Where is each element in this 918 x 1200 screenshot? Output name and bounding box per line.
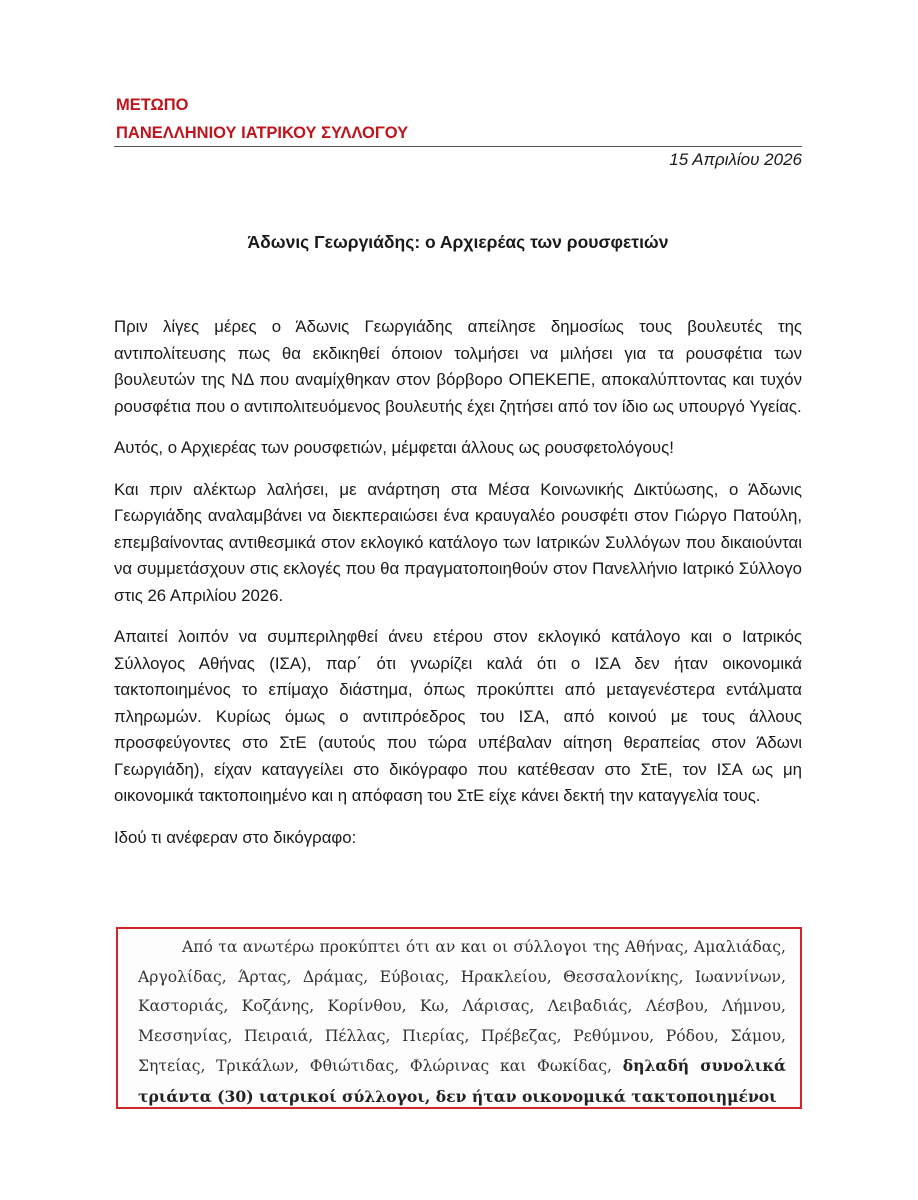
document-body xyxy=(114,314,802,866)
quote-text: Από τα ανωτέρω προκύπτει ότι αν και οι σύλλογοι της Αθήνας, Αμαλιάδας, Αργολίδας, Άρτας, Δράμας, Εύβοιας, Ηρακλείου, Θεσσαλονίκης, Ιωαννίνων, Καστοριάς, Κοζάνης, Κορίνθου, Κω, Λάρισας, Λειβαδιάς, Λέσβου, Λήμνου, Μεσσηνίας, Πειραιά, Πέλλας, Πιερίας, Πρέβεζας, Ρεθύμνου, Ρόδου, Σάμου, Σητείας, Τρικάλων, Φθιώτιδας, Φλώρινας και Φωκίδας, xyxy=(138,938,786,1075)
quoted-excerpt-box xyxy=(116,927,802,1109)
document-date: 15 Απριλίου 2026 xyxy=(669,150,802,169)
paragraph: Απαιτεί λοιπόν να συμπεριληφθεί άνευ ετέρου στον εκλογικό κατάλογο και ο Ιατρικός Σύλλογος Αθήνας (ΙΣΑ), παρ΄ ότι γνωρίζει καλά ότι ο ΙΣΑ δεν ήταν οικονομικά τακτοποιημένος το επίμαχο διάστημα, όπως προκύπτει από μεταγενέστερα εντάλματα πληρωμών. Κυρίως όμως ο αντιπρόεδρος του ΙΣΑ, από κοινού με τους άλλους προσφεύγοντες στο ΣτΕ (αυτούς που τώρα υπέβαλαν αίτηση θεραπείας στον Άδωνι Γεωργιάδη), είχαν καταγγείλει στο δικόγραφο που κατέθεσαν στο ΣτΕ, τον ΙΣΑ ως μη οικονομικά τακτοποιημένο και η απόφαση του ΣτΕ είχε κάνει δεκτή την καταγγελία τους. xyxy=(114,627,802,805)
organization-line-2: ΠΑΝΕΛΛΗΝΙΟΥ ΙΑΤΡΙΚΟΥ ΣΥΛΛΟΓΟΥ xyxy=(116,124,409,142)
paragraph: Ιδού τι ανέφεραν στο δικόγραφο: xyxy=(114,827,357,847)
paragraph: Πριν λίγες μέρες ο Άδωνις Γεωργιάδης απείλησε δημοσίως τους βουλευτές της αντιπολίτευσης πως θα εκδικηθεί όποιον τολμήσει να μιλήσει για τα ρουσφέτια των βουλευτών της ΝΔ που αναμίχθηκαν στον βόρβορο ΟΠΕΚΕΠΕ, αποκαλύπτοντας και τυχόν ρουσφέτια που ο αντιπολιτευόμενος βουλευτής έχει ζητήσει από τον ίδιο ως υπουργό Υγείας. xyxy=(114,317,802,416)
document-title: Άδωνις Γεωργιάδης: ο Αρχιερέας των ρουσφετιών xyxy=(247,232,669,252)
organization-header xyxy=(116,91,408,147)
header-divider xyxy=(114,146,802,147)
quote-bold-text: δηλαδή συνολικά τριάντα (30) ιατρικοί σύλλογοι, δεν ήταν οικονομικά τακτοποιημένοι xyxy=(138,1056,787,1106)
organization-line-1: ΜΕΤΩΠΟ xyxy=(116,96,189,114)
paragraph: Και πριν αλέκτωρ λαλήσει, με ανάρτηση στα Μέσα Κοινωνικής Δικτύωσης, ο Άδωνις Γεωργιάδης αναλαμβάνει να διεκπεραιώσει ένα κραυγαλέο ρουσφέτι στον Γιώργο Πατούλη, επεμβαίνοντας αντιθεσμικά στον εκλογικό κατάλογο των Ιατρικών Συλλόγων που δικαιούνται να συμμετάσχουν στις εκλογές που θα πραγματοποιηθούν στον Πανελλήνιο Ιατρικό Σύλλογο στις 26 Απριλίου 2026. xyxy=(114,479,802,605)
paragraph: Αυτός, ο Αρχιερέας των ρουσφετιών, μέμφεται άλλους ως ρουσφετολόγους! xyxy=(114,438,674,457)
